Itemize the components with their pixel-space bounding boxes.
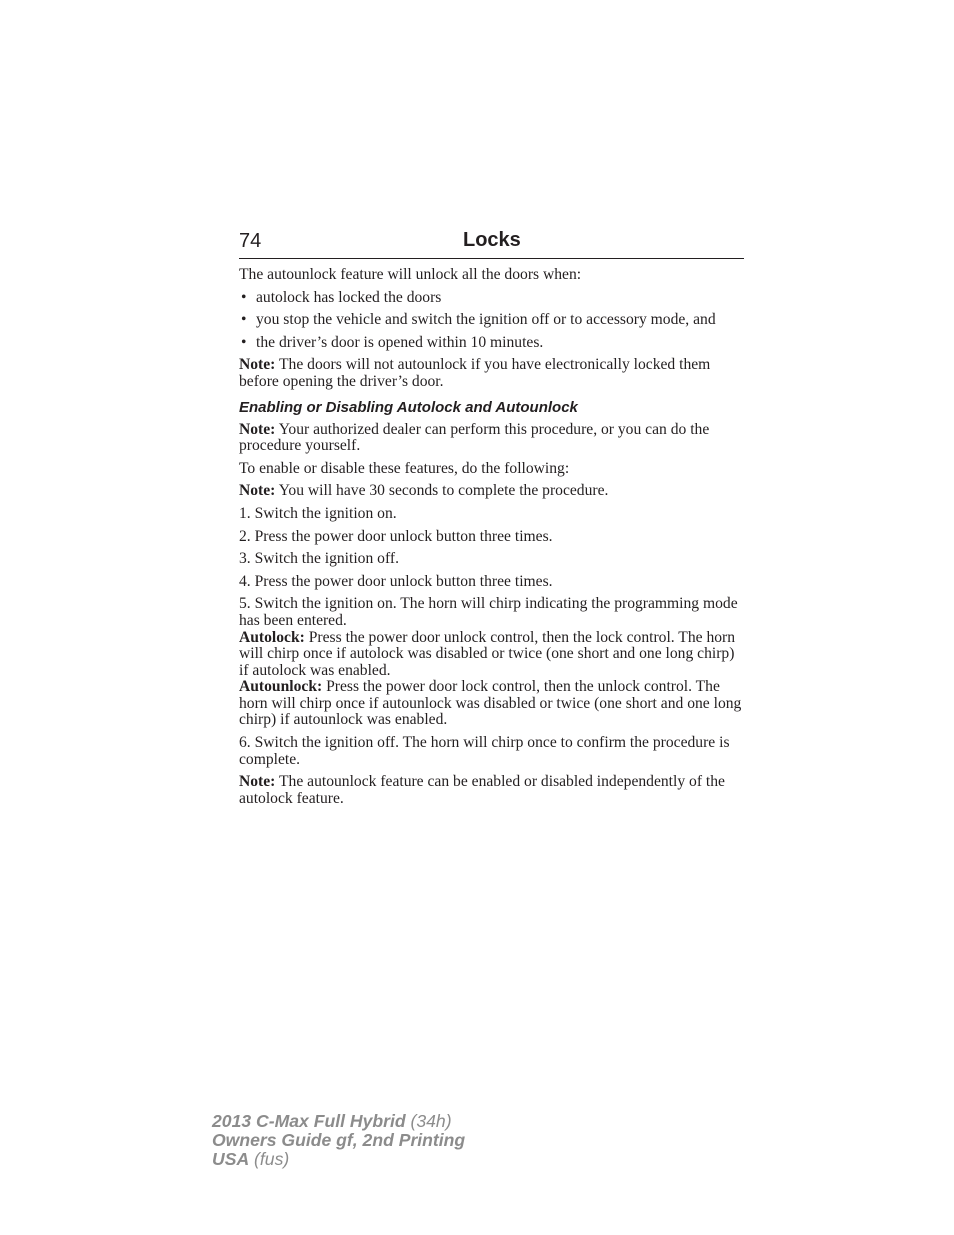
page-footer (212, 1112, 465, 1169)
instruction-paragraph: To enable or disable these features, do the following: (239, 459, 570, 477)
step-item: 2. Press the power door unlock button three times. (239, 527, 553, 545)
autounlock-text: Press the power door lock control, then the unlock control. The horn will chirp once if autounlock was disabled or twice (one short and one long chirp) if autounlock was enabled. (239, 678, 742, 729)
note-label: Note: (239, 773, 276, 791)
list-item (239, 312, 747, 329)
note-label: Note: (239, 482, 276, 500)
note-text: You will have 30 seconds to complete the procedure. (278, 482, 609, 500)
note-paragraph (239, 774, 747, 807)
page-number: 74 (239, 230, 262, 252)
autounlock-paragraph (239, 679, 747, 729)
bullet-icon: • (241, 333, 247, 351)
bullet-icon: • (241, 288, 247, 306)
note-label: Note: (239, 356, 276, 374)
footer-line (212, 1112, 465, 1131)
footer-model: 2013 C-Max Full Hybrid (212, 1111, 406, 1131)
note-paragraph (239, 483, 747, 500)
note-text: Your authorized dealer can perform this procedure, or you can do the procedure yourself. (239, 420, 710, 455)
chapter-title: Locks (463, 229, 521, 251)
condition-list (239, 290, 747, 352)
footer-code: (34h) (410, 1111, 452, 1131)
section-subheading: Enabling or Disabling Autolock and Autounlock (239, 398, 578, 416)
note-text: The autounlock feature can be enabled or disabled independently of the autolock feature. (239, 773, 725, 807)
footer-market: USA (212, 1149, 250, 1169)
footer-line (212, 1131, 465, 1150)
step-item: 5. Switch the ignition on. The horn will chirp indicating the programming mode has been entered. (239, 595, 738, 629)
intro-paragraph: The autounlock feature will unlock all the doors when: (239, 266, 582, 283)
step-item: 4. Press the power door unlock button three times. (239, 572, 553, 590)
footer-edition: Owners Guide gf, 2nd Printing (212, 1130, 466, 1150)
note-text: The doors will not autounlock if you have electronically locked them before opening the driver’s door. (239, 356, 711, 390)
step-item: 1. Switch the ignition on. (239, 504, 397, 522)
list-item (239, 335, 747, 352)
list-item-text: you stop the vehicle and switch the ignition off or to accessory mode, and (256, 311, 716, 329)
autolock-text: Press the power door unlock control, then the lock control. The horn will chirp once if autolock was disabled or twice (one short and one long chirp) if autolock was enabled. (239, 628, 736, 679)
autounlock-label: Autounlock: (239, 678, 323, 696)
footer-code: (fus) (254, 1149, 290, 1169)
list-item-text: autolock has locked the doors (256, 288, 442, 306)
list-item (239, 290, 747, 307)
footer-line (212, 1150, 465, 1169)
autolock-paragraph (239, 630, 747, 680)
step-item: 3. Switch the ignition off. (239, 550, 399, 568)
bullet-icon: • (241, 311, 247, 329)
page-header (239, 228, 744, 259)
note-paragraph (239, 357, 747, 390)
note-paragraph (239, 422, 747, 455)
note-label: Note: (239, 420, 276, 438)
step-item: 6. Switch the ignition off. The horn will chirp once to confirm the procedure is complete. (239, 734, 730, 768)
list-item-text: the driver’s door is opened within 10 minutes. (256, 333, 544, 351)
autolock-label: Autolock: (239, 628, 305, 646)
page-body (239, 267, 747, 813)
